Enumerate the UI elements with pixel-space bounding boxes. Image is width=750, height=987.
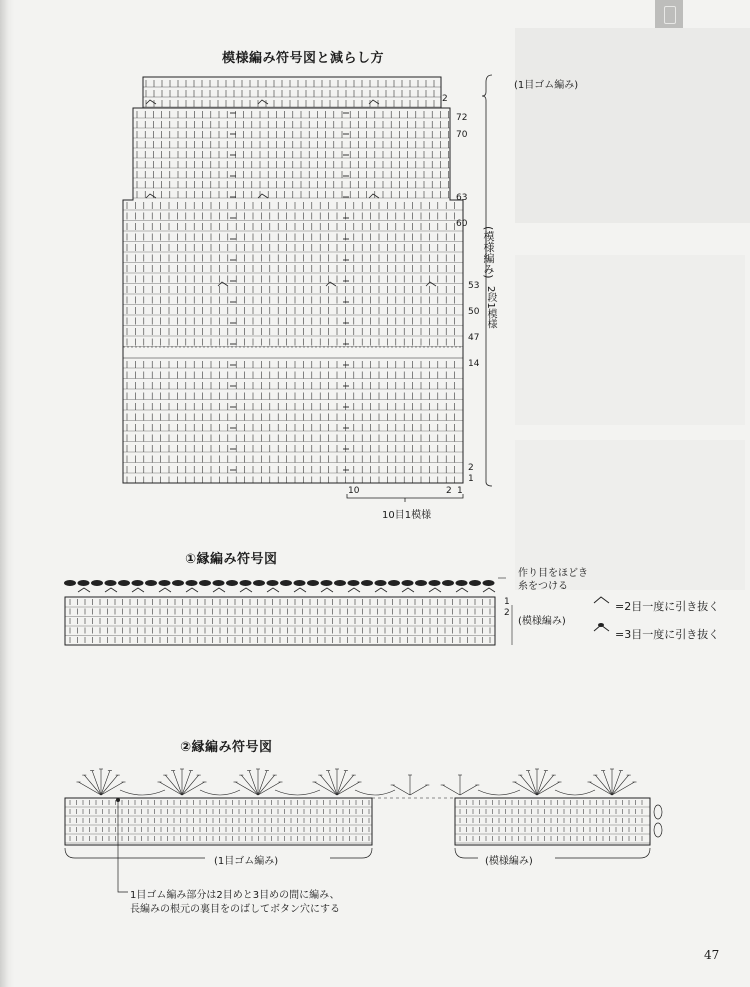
chain-stitch-symbol (91, 580, 103, 586)
chain-arc-symbol (555, 790, 595, 795)
decrease-symbol (146, 100, 156, 104)
chain-stitch-symbol (253, 580, 265, 586)
buttonhole-pointer (118, 800, 128, 892)
treble-crochet-symbol (337, 771, 346, 795)
treble-crochet-symbol (595, 775, 612, 795)
treble-crochet-symbol (258, 782, 281, 795)
stitch-number-2: 2 (446, 486, 452, 496)
treble-crochet-symbol (612, 771, 621, 795)
main-chart-title: 模様編み符号図と減らし方 (222, 51, 385, 66)
treble-crochet-symbol (443, 785, 460, 795)
edging1-decrease-symbol (159, 588, 171, 592)
chain-stitch-symbol (64, 580, 76, 586)
chain-stitch-symbol (199, 580, 211, 586)
edging1-title: ①縁編み符号図 (185, 552, 278, 567)
edging1-decrease-symbol (294, 588, 306, 592)
edging2-ribbing-label: (1目ゴム編み) (214, 856, 279, 867)
row-number-70: 70 (456, 130, 468, 140)
decrease-symbol (258, 194, 268, 198)
treble-crochet-symbol (258, 775, 275, 795)
chain-stitch-symbol (105, 580, 117, 586)
chain-stitch-symbol (483, 580, 495, 586)
edging2-pattern-bracket-right (555, 848, 650, 858)
treble-crochet-symbol (393, 785, 410, 795)
edging1-decrease-symbol (321, 588, 333, 592)
treble-crochet-symbol (612, 775, 629, 795)
row-number-2-bottom: 2 (468, 463, 474, 473)
row-number-72: 72 (456, 113, 468, 123)
chain-arc-symbol (275, 790, 320, 795)
treble-crochet-symbol (159, 782, 182, 795)
treble-crochet-symbol (249, 771, 258, 795)
chain-stitch-symbol (375, 580, 387, 586)
row-number-50: 50 (468, 307, 480, 317)
treble-crochet-symbol (235, 782, 258, 795)
row-number-53: 53 (468, 281, 480, 291)
pattern-note-vertical: 2段1模様 (485, 286, 496, 329)
edging1-note-line1: 作り目をほどき (518, 568, 588, 579)
right-side-bracket (482, 75, 495, 486)
page-number: 47 (704, 948, 720, 962)
side-loop-symbol (654, 805, 662, 819)
legend-dec2-text: =2目一度に引き抜く (615, 600, 720, 613)
row-number-47: 47 (468, 333, 480, 343)
edging2-pattern-label: (模様編み) (485, 856, 533, 867)
chain-stitch-symbol (78, 580, 90, 586)
edging1-row-1: 1 (504, 597, 510, 607)
treble-crochet-symbol (537, 782, 560, 795)
treble-crochet-symbol (514, 782, 537, 795)
row-number-1-bottom: 1 (468, 474, 474, 484)
treble-crochet-symbol (92, 771, 101, 795)
edging1-decrease-symbol (402, 588, 414, 592)
legend-dec3-dot (598, 623, 604, 627)
edging1-pattern-label: (模様編み) (518, 616, 566, 627)
legend-dec3-text: =3目一度に引き抜く (615, 628, 720, 641)
ribbing-label: (1目ゴム編み) (514, 80, 579, 91)
treble-crochet-symbol (537, 771, 546, 795)
chain-stitch-symbol (388, 580, 400, 586)
chain-stitch-symbol (321, 580, 333, 586)
chain-arc-symbol (120, 790, 165, 795)
treble-crochet-symbol (320, 775, 337, 795)
treble-crochet-symbol (460, 785, 477, 795)
edging2-ribbing-outline (65, 798, 372, 845)
treble-crochet-symbol (101, 775, 118, 795)
chain-stitch-symbol (415, 580, 427, 586)
treble-crochet-symbol (84, 775, 101, 795)
treble-crochet-symbol (612, 782, 635, 795)
legend-dec2-symbol (594, 597, 609, 603)
chain-stitch-symbol (442, 580, 454, 586)
treble-crochet-symbol (78, 782, 101, 795)
edging2-title: ②縁編み符号図 (180, 740, 273, 755)
treble-crochet-symbol (337, 782, 360, 795)
treble-crochet-symbol (241, 775, 258, 795)
chain-stitch-symbol (348, 580, 360, 586)
chain-stitch-symbol (402, 580, 414, 586)
chain-stitch-symbol (361, 580, 373, 586)
chain-stitch-symbol (294, 580, 306, 586)
decrease-symbol (218, 282, 228, 286)
decrease-symbol (369, 100, 379, 104)
row-number-63: 63 (456, 193, 468, 203)
edging2-ribbing-bracket-left (65, 848, 205, 858)
treble-crochet-symbol (520, 775, 537, 795)
decrease-symbol (258, 100, 268, 104)
chain-stitch-symbol (118, 580, 130, 586)
chain-arc-symbol (200, 790, 240, 795)
edging1-decrease-symbol (483, 588, 495, 592)
edging1-decrease-symbol (213, 588, 225, 592)
treble-crochet-symbol (528, 771, 537, 795)
edging2-note-line1: 1目ゴム編み部分は2目めと3目めの間に編み、 (130, 890, 340, 901)
side-loop-symbol (654, 823, 662, 837)
stitch-number-10: 10 (348, 486, 360, 496)
treble-crochet-symbol (182, 782, 205, 795)
edging2-pattern-bracket-left (455, 848, 478, 858)
row-number-2-top: 2 (442, 94, 448, 104)
chain-stitch-symbol (132, 580, 144, 586)
edging1-decrease-symbol (429, 588, 441, 592)
treble-crochet-symbol (182, 771, 191, 795)
chain-stitch-symbol (240, 580, 252, 586)
treble-crochet-symbol (101, 782, 124, 795)
treble-crochet-symbol (258, 771, 267, 795)
chain-stitch-symbol (145, 580, 157, 586)
edging1-decrease-symbol (105, 588, 117, 592)
edging1-decrease-symbol (78, 588, 90, 592)
edging1-decrease-symbol (240, 588, 252, 592)
decrease-symbol (146, 194, 156, 198)
treble-crochet-symbol (173, 771, 182, 795)
pattern-label-vertical: (模様編み) (482, 226, 495, 279)
chain-stitch-symbol (456, 580, 468, 586)
treble-crochet-symbol (314, 782, 337, 795)
treble-crochet-symbol (328, 771, 337, 795)
chain-stitch-symbol (186, 580, 198, 586)
edging1-decrease-symbol (267, 588, 279, 592)
treble-crochet-symbol (101, 771, 110, 795)
chain-stitch-symbol (213, 580, 225, 586)
edging1-decrease-symbol (348, 588, 360, 592)
chain-stitch-symbol (226, 580, 238, 586)
chain-stitch-symbol (429, 580, 441, 586)
decrease-symbol (369, 194, 379, 198)
repeat-label: 10目1模様 (382, 510, 432, 521)
treble-crochet-symbol (337, 775, 354, 795)
chain-stitch-symbol (267, 580, 279, 586)
edging1-decrease-symbol (375, 588, 387, 592)
chain-stitch-symbol (159, 580, 171, 586)
chain-arc-symbol (355, 790, 395, 795)
treble-crochet-symbol (589, 782, 612, 795)
buttonhole-pointer-dot (116, 798, 120, 802)
chain-arc-symbol (478, 790, 520, 795)
treble-crochet-symbol (182, 775, 199, 795)
stitch-number-1: 1 (457, 486, 463, 496)
edging2-note-line2: 長編みの根元の裏目をのばしてボタン穴にする (130, 904, 340, 915)
edging2-ribbing-bracket-right (330, 848, 372, 858)
treble-crochet-symbol (410, 785, 427, 795)
chain-stitch-symbol (469, 580, 481, 586)
treble-crochet-symbol (537, 775, 554, 795)
decrease-symbol (326, 282, 336, 286)
row-number-60: 60 (456, 219, 468, 229)
edging1-decrease-symbol (456, 588, 468, 592)
decrease-symbol (426, 282, 436, 286)
chain-stitch-symbol (280, 580, 292, 586)
edging1-decrease-symbol (132, 588, 144, 592)
row-number-14: 14 (468, 359, 480, 369)
chain-stitch-symbol (307, 580, 319, 586)
chain-stitch-symbol (334, 580, 346, 586)
treble-crochet-symbol (165, 775, 182, 795)
edging1-row-2: 2 (504, 608, 510, 618)
edging1-decrease-symbol (186, 588, 198, 592)
treble-crochet-symbol (603, 771, 612, 795)
edging2-pattern-outline (455, 798, 650, 845)
chain-stitch-symbol (172, 580, 184, 586)
edging1-note-line2: 糸をつける (518, 581, 568, 592)
